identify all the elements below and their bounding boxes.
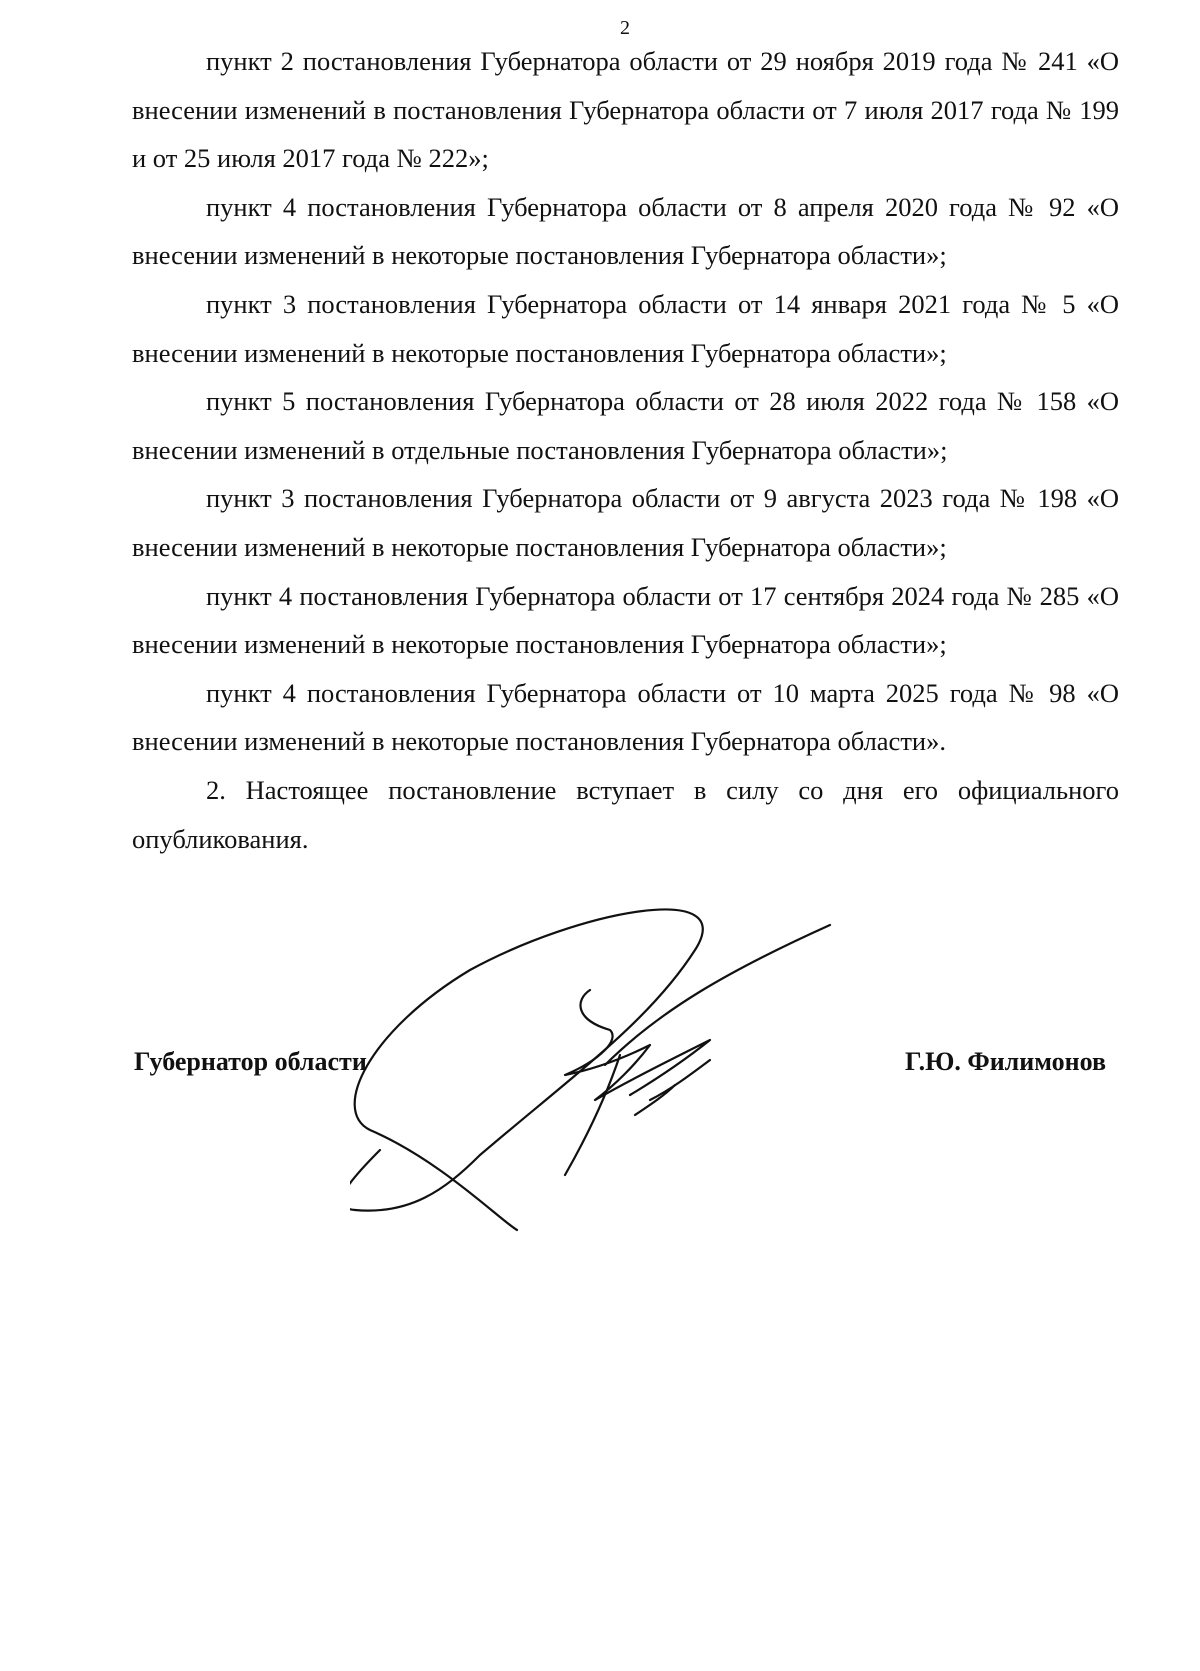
document-body [132,37,1119,863]
handwritten-signature [350,900,870,1280]
signatory-name: Г.Ю. Филимонов [904,1047,1106,1076]
signature-block [134,1044,1119,1084]
paragraph-1: пункт 2 постановления Губернатора области от 29 ноября 2019 года № 241 «О внесении изменений в постановления Губернатора области от 7 июля 2017 года № 199 и от 25 июля 2017 года № 222»; [132,46,1119,174]
paragraph-4: пункт 5 постановления Губернатора области от 28 июля 2022 года № 158 «О внесении изменений в отдельные постановления Губернатора области»; [132,386,1119,465]
paragraph-6: пункт 4 постановления Губернатора области от 17 сентября 2024 года № 285 «О внесении изменений в некоторые постановления Губернатора области»; [132,580,1119,660]
page-number: 2 [620,17,630,39]
paragraph-5: пункт 3 постановления Губернатора области от 9 августа 2023 года № 198 «О внесении изменений в некоторые постановления Губернатора области»; [132,483,1119,562]
paragraph-2: пункт 4 постановления Губернатора области от 8 апреля 2020 года № 92 «О внесении изменений в некоторые постановления Губернатора области»; [132,191,1119,271]
paragraph-effective-date: 2. Настоящее постановление вступает в силу со дня его официального опубликования. [132,774,1119,854]
paragraph-3: пункт 3 постановления Губернатора области от 14 января 2021 года № 5 «О внесении изменений в некоторые постановления Губернатора области»; [132,288,1119,368]
paragraph-7: пункт 4 постановления Губернатора области от 10 марта 2025 года № 98 «О внесении изменений в некоторые постановления Губернатора области». [132,677,1119,757]
signatory-position: Губернатор области [134,1047,367,1076]
